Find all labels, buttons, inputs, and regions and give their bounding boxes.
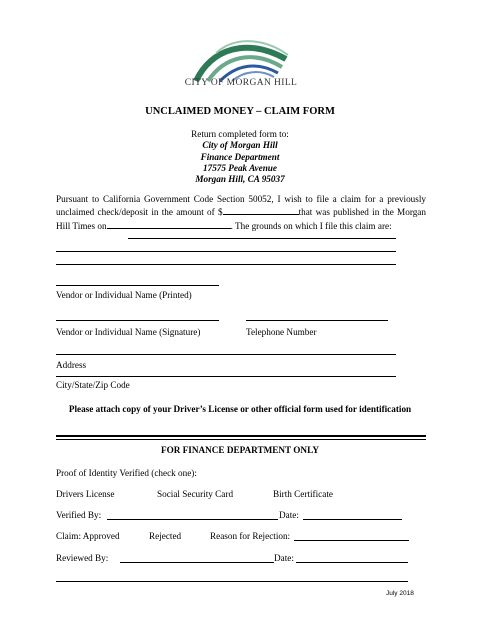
vendor-signature-line[interactable]	[56, 320, 219, 321]
option-birth-certificate[interactable]: Birth Certificate	[273, 489, 333, 499]
claim-rejected-option[interactable]: Rejected	[149, 531, 182, 541]
finance-rule-top	[56, 435, 426, 437]
date-label-1: Date:	[279, 510, 299, 520]
reason-line[interactable]	[294, 540, 409, 541]
telephone-line[interactable]	[246, 320, 388, 321]
return-line-2: Finance Department	[200, 151, 280, 162]
option-drivers-license[interactable]: Drivers License	[56, 489, 115, 499]
grounds-line-1[interactable]	[128, 238, 396, 239]
return-line-1: City of Morgan Hill	[202, 140, 278, 151]
paragraph-part-1: Pursuant to California Government Code Section 50052, I wish to file a claim for a previously unclaimed check/deposit in the amount of $	[56, 194, 426, 218]
return-line-4: Morgan Hill, CA 95037	[195, 174, 285, 185]
proof-label: Proof of Identity Verified (check one):	[56, 468, 197, 478]
reviewed-by-label: Reviewed By:	[56, 553, 109, 563]
return-address	[0, 129, 480, 185]
claim-paragraph	[56, 194, 426, 232]
published-date-blank[interactable]	[107, 219, 231, 229]
vendor-signature-label: Vendor or Individual Name (Signature)	[56, 327, 201, 337]
grounds-line-2[interactable]	[56, 251, 396, 252]
verified-by-line[interactable]	[107, 519, 278, 520]
grounds-line-3[interactable]	[56, 264, 396, 265]
bottom-line[interactable]	[56, 581, 408, 582]
telephone-label: Telephone Number	[246, 327, 317, 337]
return-line-3: 17575 Peak Avenue	[203, 162, 277, 173]
attach-note: Please attach copy of your Driver’s License or other official form used for identification	[68, 404, 412, 414]
date-line-2[interactable]	[296, 562, 408, 563]
vendor-printed-line[interactable]	[56, 285, 219, 286]
option-social-security-card[interactable]: Social Security Card	[157, 489, 234, 499]
verified-by-label: Verified By:	[56, 510, 102, 520]
paragraph-part-3: . The grounds on which I file this claim are:	[230, 220, 392, 231]
reviewed-by-line[interactable]	[120, 562, 274, 563]
paragraph-part-2: that was published in the Morgan Hill Times on	[56, 207, 426, 231]
footer-date: July 2018	[386, 590, 414, 597]
city-state-zip-label: City/State/Zip Code	[56, 380, 130, 390]
vendor-printed-label: Vendor or Individual Name (Printed)	[56, 290, 192, 300]
address-label: Address	[56, 360, 87, 370]
city-state-zip-line[interactable]	[56, 376, 396, 377]
finance-heading: FOR FINANCE DEPARTMENT ONLY	[160, 445, 319, 455]
date-line-1[interactable]	[303, 519, 402, 520]
form-title: UNCLAIMED MONEY – CLAIM FORM	[145, 106, 335, 117]
reason-for-rejection-label: Reason for Rejection:	[210, 531, 291, 541]
finance-rule-bottom	[56, 439, 426, 440]
return-intro: Return completed form to:	[191, 129, 289, 139]
date-label-2: Date:	[274, 553, 294, 563]
address-line[interactable]	[56, 354, 396, 355]
logo-text: CITY OF MORGAN HILL	[184, 78, 298, 88]
amount-blank[interactable]	[223, 205, 299, 215]
claim-approved-option[interactable]: Claim: Approved	[56, 531, 120, 541]
